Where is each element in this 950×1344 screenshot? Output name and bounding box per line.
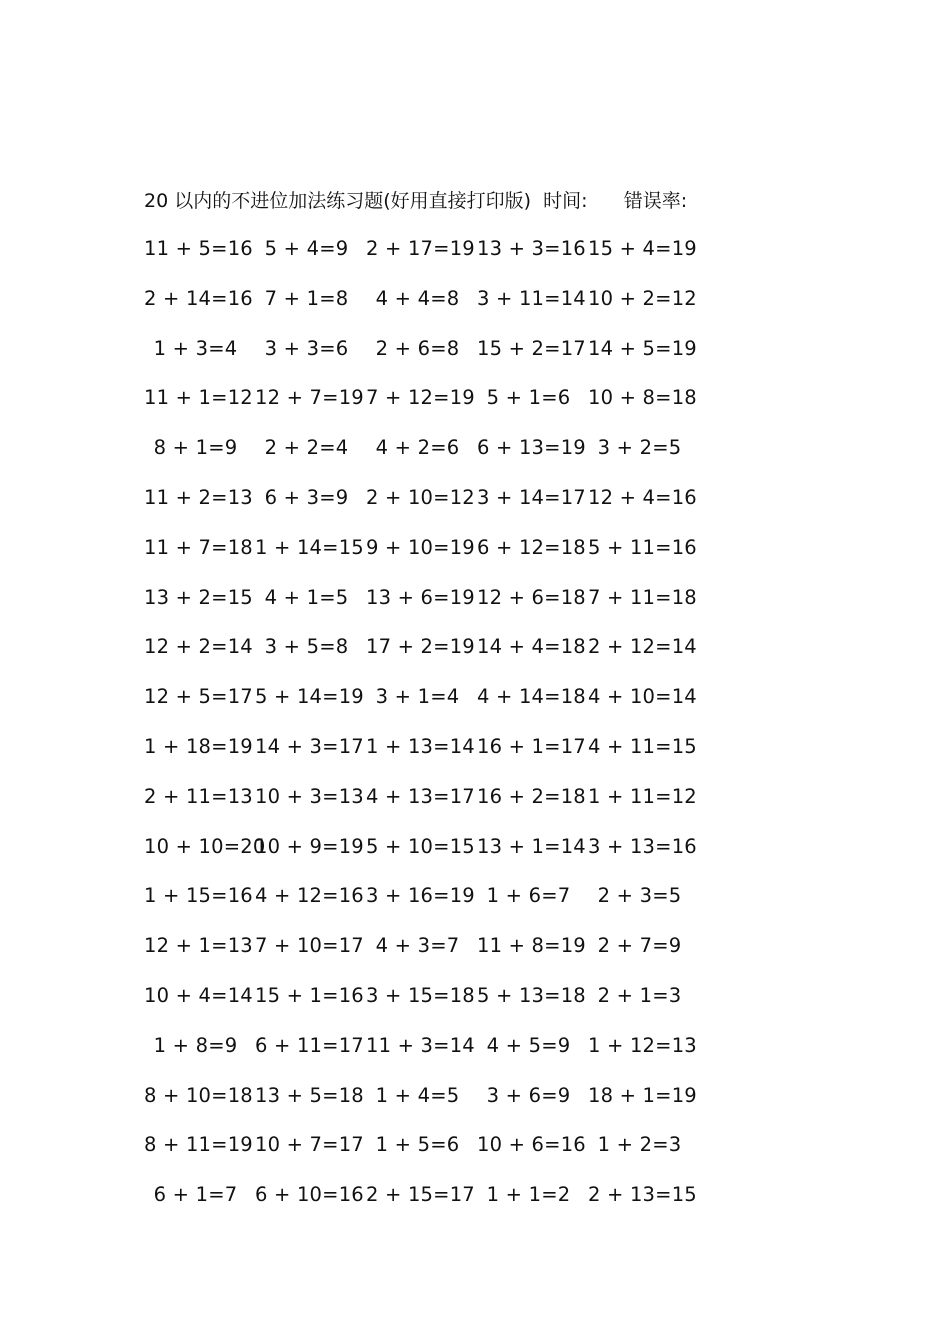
addition-problem: 11 + 8=19 bbox=[477, 934, 586, 958]
addition-problem: 15 + 4=19 bbox=[588, 237, 697, 260]
addition-problem: 3 + 3=6 bbox=[264, 336, 349, 360]
addition-problem: 2 + 12=14 bbox=[588, 635, 697, 659]
addition-problem: 12 + 1=13 bbox=[144, 934, 253, 958]
addition-problem: 4 + 4=8 bbox=[375, 286, 460, 310]
addition-problem: 17 + 2=19 bbox=[366, 635, 475, 659]
addition-problem: 8 + 1=9 bbox=[153, 436, 238, 460]
addition-problem: 14 + 4=18 bbox=[477, 635, 586, 659]
addition-problem: 11 + 3=14 bbox=[366, 1033, 475, 1057]
addition-problem: 15 + 2=17 bbox=[477, 336, 586, 360]
addition-problem: 3 + 5=8 bbox=[264, 635, 349, 659]
addition-problem: 8 + 10=18 bbox=[144, 1083, 253, 1107]
addition-problem: 11 + 5=16 bbox=[144, 237, 253, 260]
addition-problem: 6 + 1=7 bbox=[153, 1183, 238, 1207]
problem-row bbox=[144, 1079, 704, 1129]
addition-problem: 1 + 14=15 bbox=[255, 535, 364, 559]
addition-problem: 2 + 1=3 bbox=[597, 983, 682, 1007]
problem-row bbox=[144, 232, 704, 282]
addition-problem: 2 + 14=16 bbox=[144, 286, 253, 310]
addition-problem: 7 + 1=8 bbox=[264, 286, 349, 310]
addition-problem: 12 + 6=18 bbox=[477, 585, 586, 609]
problem-row bbox=[144, 332, 704, 382]
problem-row bbox=[144, 830, 704, 880]
addition-problem: 5 + 10=15 bbox=[366, 834, 475, 858]
problem-row bbox=[144, 1029, 704, 1079]
addition-problem: 1 + 3=4 bbox=[153, 336, 238, 360]
addition-problem: 4 + 2=6 bbox=[375, 436, 460, 460]
addition-problem: 7 + 10=17 bbox=[255, 934, 364, 958]
addition-problem: 6 + 12=18 bbox=[477, 535, 586, 559]
addition-problem: 2 + 13=15 bbox=[588, 1183, 697, 1207]
addition-problem: 3 + 14=17 bbox=[477, 485, 586, 509]
addition-problem: 11 + 2=13 bbox=[144, 485, 253, 509]
addition-problem: 16 + 2=18 bbox=[477, 784, 586, 808]
addition-problem: 2 + 7=9 bbox=[597, 934, 682, 958]
addition-problem: 3 + 11=14 bbox=[477, 286, 586, 310]
addition-problem: 3 + 13=16 bbox=[588, 834, 697, 858]
addition-problem: 4 + 11=15 bbox=[588, 734, 697, 758]
addition-problem: 1 + 11=12 bbox=[588, 784, 697, 808]
problem-row bbox=[144, 1178, 704, 1228]
addition-problem: 5 + 1=6 bbox=[486, 386, 571, 410]
addition-problem: 10 + 7=17 bbox=[255, 1133, 364, 1157]
addition-problem: 4 + 13=17 bbox=[366, 784, 475, 808]
addition-problem: 2 + 17=19 bbox=[366, 237, 475, 260]
addition-problem: 4 + 5=9 bbox=[486, 1033, 571, 1057]
addition-problem: 13 + 3=16 bbox=[477, 237, 586, 260]
addition-problem: 1 + 15=16 bbox=[144, 884, 253, 908]
addition-problem: 12 + 7=19 bbox=[255, 386, 364, 410]
problem-row bbox=[144, 282, 704, 332]
addition-problem: 13 + 2=15 bbox=[144, 585, 253, 609]
addition-problem: 2 + 6=8 bbox=[375, 336, 460, 360]
addition-problem: 6 + 13=19 bbox=[477, 436, 586, 460]
problem-row bbox=[144, 979, 704, 1029]
addition-problem: 10 + 3=13 bbox=[255, 784, 364, 808]
addition-problem: 5 + 14=19 bbox=[255, 685, 364, 709]
addition-problem: 1 + 4=5 bbox=[375, 1083, 460, 1107]
problem-row bbox=[144, 381, 704, 431]
addition-problem: 6 + 3=9 bbox=[264, 485, 349, 509]
addition-problem: 5 + 13=18 bbox=[477, 983, 586, 1007]
addition-problem: 4 + 12=16 bbox=[255, 884, 364, 908]
addition-problem: 2 + 3=5 bbox=[597, 884, 682, 908]
addition-problem: 7 + 11=18 bbox=[588, 585, 697, 609]
problem-row bbox=[144, 1128, 704, 1178]
addition-problem: 2 + 10=12 bbox=[366, 485, 475, 509]
addition-problem: 13 + 5=18 bbox=[255, 1083, 364, 1107]
addition-problem: 10 + 9=19 bbox=[255, 834, 364, 858]
addition-problem: 8 + 11=19 bbox=[144, 1133, 253, 1157]
addition-problem: 15 + 1=16 bbox=[255, 983, 364, 1007]
problem-row bbox=[144, 780, 704, 830]
addition-problem: 1 + 5=6 bbox=[375, 1133, 460, 1157]
addition-problem: 2 + 2=4 bbox=[264, 436, 349, 460]
addition-problem: 3 + 1=4 bbox=[375, 685, 460, 709]
problem-row bbox=[144, 581, 704, 631]
addition-problem: 1 + 1=2 bbox=[486, 1183, 571, 1207]
addition-problem: 1 + 13=14 bbox=[366, 734, 475, 758]
addition-problem: 1 + 18=19 bbox=[144, 734, 253, 758]
addition-problem: 3 + 16=19 bbox=[366, 884, 475, 908]
addition-problem: 4 + 1=5 bbox=[264, 585, 349, 609]
addition-problem: 14 + 5=19 bbox=[588, 336, 697, 360]
addition-problem: 4 + 14=18 bbox=[477, 685, 586, 709]
addition-problem: 1 + 2=3 bbox=[597, 1133, 682, 1157]
addition-problem: 5 + 4=9 bbox=[264, 237, 349, 260]
addition-problem: 1 + 12=13 bbox=[588, 1033, 697, 1057]
problem-row bbox=[144, 730, 704, 780]
addition-problem: 10 + 6=16 bbox=[477, 1133, 586, 1157]
addition-problem: 4 + 10=14 bbox=[588, 685, 697, 709]
addition-problem: 12 + 2=14 bbox=[144, 635, 253, 659]
addition-problem: 10 + 2=12 bbox=[588, 286, 697, 310]
problem-row bbox=[144, 680, 704, 730]
addition-problem: 4 + 3=7 bbox=[375, 934, 460, 958]
addition-problem: 3 + 15=18 bbox=[366, 983, 475, 1007]
addition-problem: 13 + 6=19 bbox=[366, 585, 475, 609]
addition-problem: 11 + 7=18 bbox=[144, 535, 253, 559]
addition-problem: 12 + 4=16 bbox=[588, 485, 697, 509]
addition-problem: 18 + 1=19 bbox=[588, 1083, 697, 1107]
addition-problem: 6 + 11=17 bbox=[255, 1033, 364, 1057]
addition-problem: 12 + 5=17 bbox=[144, 685, 253, 709]
addition-problem: 10 + 10=20 bbox=[144, 834, 266, 858]
addition-problem: 13 + 1=14 bbox=[477, 834, 586, 858]
problem-row bbox=[144, 630, 704, 680]
addition-problem: 1 + 8=9 bbox=[153, 1033, 238, 1057]
addition-problem: 14 + 3=17 bbox=[255, 734, 364, 758]
addition-problem: 9 + 10=19 bbox=[366, 535, 475, 559]
page-title: 20 以内的不进位加法练习题(好用直接打印版) 时间: 错误率: bbox=[144, 190, 688, 212]
addition-problem: 16 + 1=17 bbox=[477, 734, 586, 758]
addition-problem: 7 + 12=19 bbox=[366, 386, 475, 410]
addition-problem: 2 + 11=13 bbox=[144, 784, 253, 808]
problem-grid bbox=[144, 232, 704, 1228]
problem-row bbox=[144, 531, 704, 581]
addition-problem: 10 + 4=14 bbox=[144, 983, 253, 1007]
addition-problem: 5 + 11=16 bbox=[588, 535, 697, 559]
addition-problem: 3 + 6=9 bbox=[486, 1083, 571, 1107]
problem-row bbox=[144, 879, 704, 929]
addition-problem: 3 + 2=5 bbox=[597, 436, 682, 460]
addition-problem: 10 + 8=18 bbox=[588, 386, 697, 410]
addition-problem: 11 + 1=12 bbox=[144, 386, 253, 410]
problem-row bbox=[144, 929, 704, 979]
problem-row bbox=[144, 431, 704, 481]
addition-problem: 2 + 15=17 bbox=[366, 1183, 475, 1207]
addition-problem: 6 + 10=16 bbox=[255, 1183, 364, 1207]
problem-row bbox=[144, 481, 704, 531]
addition-problem: 1 + 6=7 bbox=[486, 884, 571, 908]
